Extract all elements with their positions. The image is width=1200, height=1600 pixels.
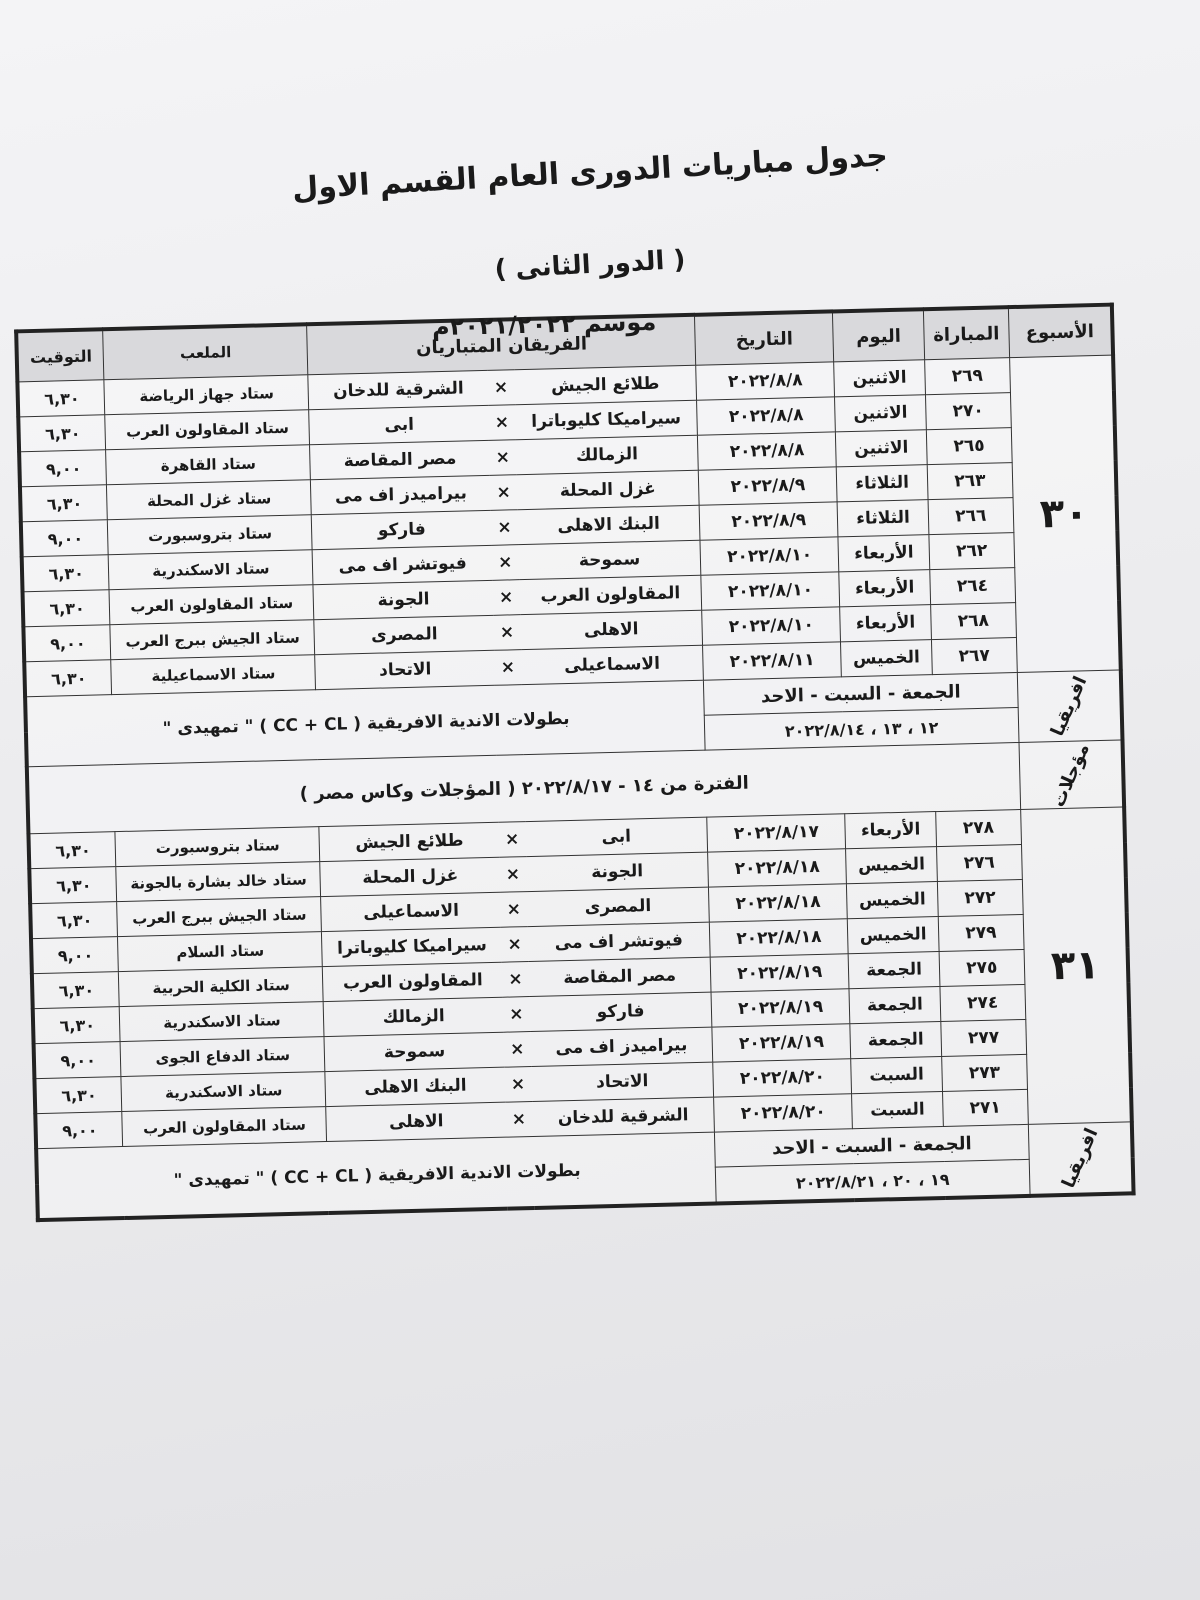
versus-mark: × [503,997,531,1033]
stadium: ستاد المقاولون العرب [105,410,310,450]
match-number: ٢٦٢ [929,533,1014,570]
versus-mark: × [504,1067,532,1103]
kickoff-time: ٦,٣٠ [28,832,116,869]
header-date: التاريخ [695,311,834,365]
away-team: سموحة [324,1032,504,1071]
round-subtitle: ( الدور الثانى ) [493,245,687,285]
africa-dates-1: ١٢ ، ١٣ ، ٢٠٢٢/٨/١٤ [705,708,1019,751]
home-team: المقاولون العرب [519,575,702,614]
match-number: ٢٧٨ [936,809,1021,846]
home-team: الاتحاد [531,1062,714,1101]
stadium: ستاد الاسكندرية [120,1002,325,1042]
match-number: ٢٦٨ [931,603,1016,640]
match-date: ٢٠٢٢/٨/١٨ [709,884,847,922]
match-number: ٢٧٢ [937,879,1022,916]
match-number: ٢٦٧ [932,638,1017,675]
stadium: ستاد بتروسبورت [108,515,313,555]
kickoff-time: ٦,٣٠ [23,590,111,627]
kickoff-time: ٦,٣٠ [18,415,106,452]
versus-mark: × [493,615,521,651]
stadium: ستاد المقاولون العرب [109,585,314,625]
africa-days-1: الجمعة - السبت - الاحد [704,673,1018,716]
schedule-sheet [14,305,1135,1223]
kickoff-time: ٦,٣٠ [30,902,118,939]
kickoff-time: ٦,٣٠ [34,1077,122,1114]
match-day: الثلاثاء [837,500,929,537]
match-day: الخميس [841,640,933,677]
stadium: ستاد الاسكندرية [108,550,313,590]
postponed-note: الفترة من ١٤ - ٢٠٢٢/٨/١٧ ( المؤجلات وكاس مصر ) [27,743,1020,834]
match-day: الجمعة [849,987,941,1024]
away-team: بيراميدز اف مى [311,475,491,514]
match-date: ٢٠٢٢/٨/١٠ [701,572,839,610]
stadium: ستاد الجيش ببرج العرب [117,897,322,937]
match-day: الأربعاء [839,570,931,607]
match-number: ٢٧٠ [926,393,1011,430]
week-30-rows [17,355,1120,697]
africa-note-1: بطولات الاندية الافريقية ( CC + CL ) " تمهيدى " [25,680,705,767]
match-day: الاثنين [835,395,927,432]
match-day: الثلاثاء [836,465,928,502]
match-day: الخميس [846,847,938,884]
schedule-table [14,303,1135,1223]
home-team: البنك الاهلى [517,505,700,544]
match-date: ٢٠٢٢/٨/١٧ [707,814,845,852]
match-date: ٢٠٢٢/٨/١٨ [708,849,846,887]
away-team: البنك الاهلى [325,1067,505,1106]
match-number: ٢٧٩ [938,914,1023,951]
match-day: الأربعاء [838,535,930,572]
home-team: غزل المحلة [517,470,700,509]
week-number: ٣١ [1020,807,1132,1124]
match-day: الخميس [847,917,939,954]
home-team: فيوتشر اف مى [528,922,711,961]
versus-mark: × [492,580,520,616]
home-team: سموحة [518,540,701,579]
versus-mark: × [500,892,528,928]
stadium: ستاد غزل المحلة [107,480,312,520]
versus-mark: × [501,927,529,963]
match-date: ٢٠٢٢/٨/١٩ [711,954,849,992]
match-date: ٢٠٢٢/٨/٩ [699,467,837,505]
match-date: ٢٠٢٢/٨/٢٠ [714,1094,852,1132]
kickoff-time: ٩,٠٠ [34,1042,122,1079]
africa-label-2: افريقيا [1028,1122,1134,1196]
away-team: الزمالك [324,997,504,1036]
away-team: الجونة [313,580,493,619]
match-number: ٢٦٤ [930,568,1015,605]
kickoff-time: ٦,٣٠ [17,380,105,417]
home-team: الاهلى [520,610,703,649]
header-stadium: الملعب [103,324,308,379]
stadium: ستاد السلام [118,932,323,972]
home-team: فاركو [529,992,712,1031]
match-date: ٢٠٢٢/٨/١٨ [710,919,848,957]
match-number: ٢٦٦ [928,498,1013,535]
match-day: الأربعاء [840,605,932,642]
stadium: ستاد الاسماعيلية [111,655,316,695]
versus-mark: × [502,962,530,998]
away-team: المصرى [314,615,494,654]
match-number: ٢٧٥ [939,949,1024,986]
stadium: ستاد بتروسبورت [115,827,320,867]
versus-mark: × [487,370,515,406]
away-team: الاتحاد [315,650,495,689]
home-team: الشرقية للدخان [532,1097,715,1136]
match-number: ٢٧٦ [937,844,1022,881]
stadium: ستاد المقاولون العرب [122,1107,327,1147]
match-number: ٢٧٧ [941,1019,1026,1056]
versus-mark: × [498,822,526,858]
match-date: ٢٠٢٢/٨/١١ [703,642,841,680]
stadium: ستاد الاسكندرية [121,1072,326,1112]
match-date: ٢٠٢٢/٨/١٩ [712,1024,850,1062]
match-date: ٢٠٢٢/٨/١٠ [700,537,838,575]
away-team: الشرقية للدخان [308,370,488,409]
africa-label-1: افريقيا [1017,670,1123,743]
match-day: الخميس [846,882,938,919]
versus-mark: × [503,1032,531,1068]
kickoff-time: ٩,٠٠ [35,1112,123,1149]
match-number: ٢٦٩ [925,358,1010,395]
away-team: ابى [309,405,489,444]
match-day: الاثنين [835,430,927,467]
match-date: ٢٠٢٢/٨/١٠ [702,607,840,645]
match-date: ٢٠٢٢/٨/٢٠ [713,1059,851,1097]
header-week: الأسبوع [1008,305,1113,358]
versus-mark: × [499,857,527,893]
match-day: الجمعة [848,952,940,989]
versus-mark: × [491,510,519,546]
match-number: ٢٧١ [943,1089,1028,1126]
stadium: ستاد خالد بشارة بالجونة [116,862,321,902]
home-team: الاسماعيلى [521,645,704,684]
africa-days-2: الجمعة - السبت - الاحد [715,1124,1029,1167]
home-team: طلائع الجيش [514,365,697,404]
home-team: سيراميكا كليوباترا [515,400,698,439]
stadium: ستاد الجيش ببرج العرب [110,620,315,660]
header-teams: الفريقان المتباريان [307,315,696,375]
home-team: مصر المقاصة [528,957,711,996]
kickoff-time: ٦,٣٠ [24,660,112,697]
stadium: ستاد الكلية الحربية [119,967,324,1007]
africa-note-2: بطولات الاندية الافريقية ( CC + CL ) " تمهيدى " [36,1132,716,1220]
kickoff-time: ٦,٣٠ [33,1007,121,1044]
header-time: التوقيت [16,329,104,382]
away-team: طلائع الجيش [319,822,499,861]
match-date: ٢٠٢٢/٨/١٩ [711,989,849,1027]
match-date: ٢٠٢٢/٨/٩ [700,502,838,540]
home-team: ابى [525,817,708,856]
away-team: المقاولون العرب [323,962,503,1001]
match-day: الأربعاء [845,812,937,849]
away-team: فاركو [312,510,492,549]
home-team: الجونة [526,852,709,891]
match-number: ٢٧٣ [942,1054,1027,1091]
away-team: الاهلى [326,1102,506,1141]
kickoff-time: ٩,٠٠ [21,520,109,557]
kickoff-time: ٦,٣٠ [22,555,110,592]
versus-mark: × [494,650,522,686]
kickoff-time: ٦,٣٠ [20,485,108,522]
week-number: ٣٠ [1009,355,1121,672]
home-team: المصرى [527,887,710,926]
header-match: المباراة [923,307,1009,360]
document-title: جدول مباريات الدورى العام القسم الاول [291,138,889,207]
stadium: ستاد الدفاع الجوى [120,1037,325,1077]
kickoff-time: ٦,٣٠ [29,867,117,904]
stadium: ستاد القاهرة [106,445,311,485]
versus-mark: × [488,405,516,441]
home-team: بيراميدز اف مى [530,1027,713,1066]
away-team: غزل المحلة [320,857,500,896]
match-number: ٢٦٣ [927,463,1012,500]
away-team: سيراميكا كليوباترا [322,927,502,966]
away-team: الاسماعيلى [321,892,501,931]
kickoff-time: ٩,٠٠ [23,625,111,662]
match-day: الاثنين [834,360,926,397]
stadium: ستاد جهاز الرياضة [104,375,309,415]
header-day: اليوم [832,309,924,362]
kickoff-time: ٩,٠٠ [19,450,107,487]
match-number: ٢٦٥ [926,428,1011,465]
match-date: ٢٠٢٢/٨/٨ [697,397,835,435]
versus-mark: × [489,440,517,476]
versus-mark: × [505,1102,533,1138]
match-date: ٢٠٢٢/٨/٨ [698,432,836,470]
match-day: السبت [852,1091,944,1128]
africa-dates-2: ١٩ ، ٢٠ ، ٢٠٢٢/٨/٢١ [716,1159,1030,1203]
match-date: ٢٠٢٢/٨/٨ [696,362,834,400]
versus-mark: × [491,545,519,581]
match-day: الجمعة [850,1022,942,1059]
kickoff-time: ٩,٠٠ [31,937,119,974]
home-team: الزمالك [516,435,699,474]
kickoff-time: ٦,٣٠ [32,972,120,1009]
season-label: موسم ٢٠٢١/٢٠٢٢م [431,307,657,342]
match-day: السبت [851,1056,943,1093]
week-31-rows [28,807,1131,1149]
away-team: فيوتشر اف مى [313,545,493,584]
versus-mark: × [490,475,518,511]
match-number: ٢٧٤ [940,984,1025,1021]
away-team: مصر المقاصة [310,440,490,479]
postponed-label: مؤجلات [1019,740,1124,810]
